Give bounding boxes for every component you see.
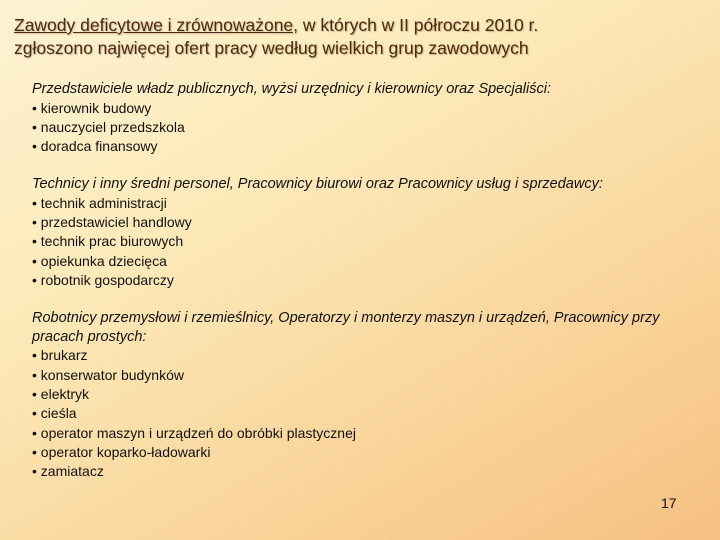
page-number: 17 (661, 495, 677, 511)
section-technicians (32, 175, 692, 290)
occupation-list (32, 346, 692, 481)
list-item: • operator maszyn i urządzeń do obróbki plastycznej (32, 424, 692, 443)
list-item: • konserwator budynków (32, 366, 692, 385)
list-item: • cieśla (32, 404, 692, 423)
title-line2: zgłoszono najwięcej ofert pracy według wielkich grup zawodowych (14, 38, 529, 58)
slide-content (32, 80, 692, 500)
list-item: • przedstawiciel handlowy (32, 213, 692, 232)
title-rest-line1: w których w II półroczu 2010 r. (298, 15, 539, 35)
list-item: • technik administracji (32, 194, 692, 213)
list-item: • brukarz (32, 346, 692, 365)
list-item: • robotnik gospodarczy (32, 271, 692, 290)
list-item: • kierownik budowy (32, 99, 692, 118)
section-workers (32, 309, 692, 481)
occupation-list (32, 99, 692, 157)
list-item: • opiekunka dziecięca (32, 252, 692, 271)
section-heading: Przedstawiciele władz publicznych, wyżsi urzędnicy i kierownicy oraz Specjaliści: (32, 81, 551, 97)
section-heading: Technicy i inny średni personel, Pracownicy biurowi oraz Pracownicy usług i sprzedawcy: (32, 176, 603, 193)
section-specialists (32, 80, 692, 156)
list-item: • doradca finansowy (32, 137, 692, 156)
section-heading: Robotnicy przemysłowi i rzemieślnicy, Operatorzy i monterzy maszyn i urządzeń, Pracownicy przy pracach prostych: (32, 310, 660, 345)
list-item: • zamiatacz (32, 462, 692, 481)
list-item: • elektryk (32, 385, 692, 404)
list-item: • operator koparko-ładowarki (32, 443, 692, 462)
occupation-list (32, 194, 692, 290)
list-item: • nauczyciel przedszkola (32, 118, 692, 137)
list-item: • technik prac biurowych (32, 232, 692, 251)
title-underlined-part: Zawody deficytowe i zrównoważone, (14, 15, 299, 35)
slide-title (14, 14, 704, 60)
